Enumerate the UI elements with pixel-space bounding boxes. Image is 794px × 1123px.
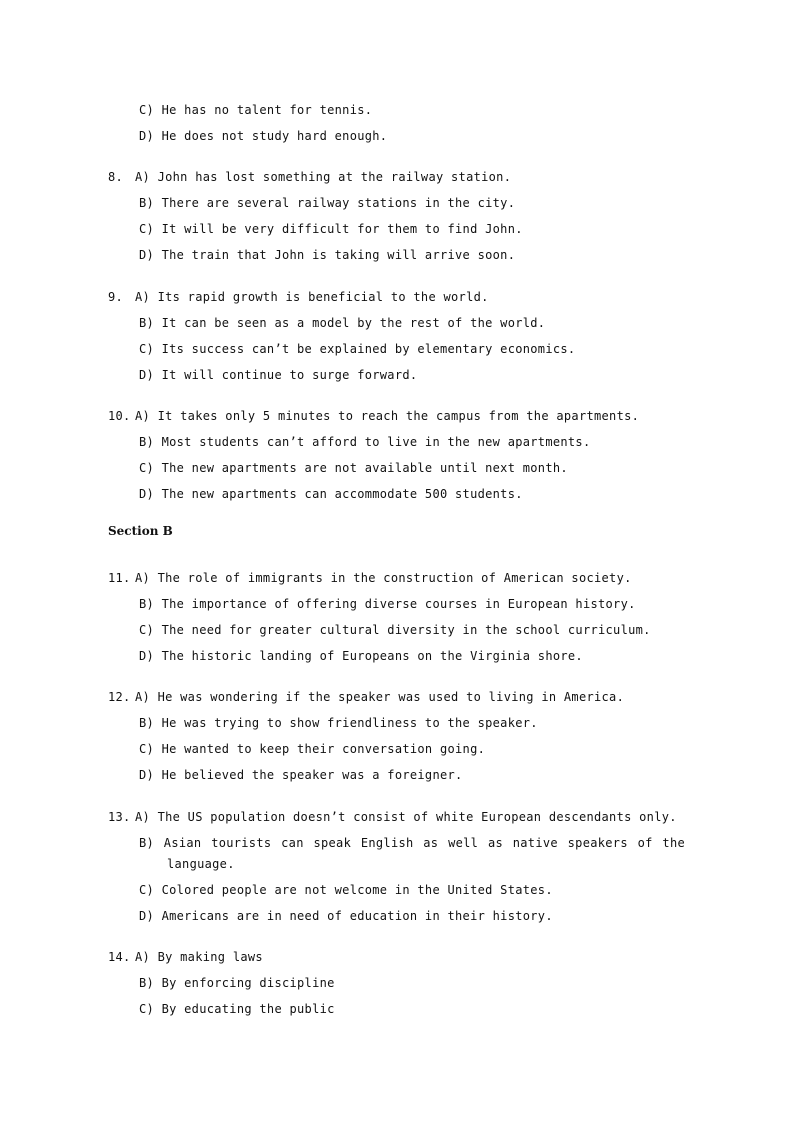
option-b: B) By enforcing discipline [139,976,335,990]
option-a: A) It takes only 5 minutes to reach the campus from the apartments. [135,409,640,423]
option-b: B) The importance of offering diverse courses in European history. [139,597,636,611]
section-b-heading: Section B [108,524,173,538]
option-d: D) Americans are in need of education in their history. [139,909,553,923]
question-number: 9. [108,290,124,304]
option-d: D) The historic landing of Europeans on the Virginia shore. [139,649,583,663]
option-c: C) The need for greater cultural diversity in the school curriculum. [139,623,651,637]
option-c: C) He wanted to keep their conversation going. [139,742,486,756]
option-b: B) It can be seen as a model by the rest of the world. [139,316,546,330]
question-number: 12. [108,690,131,704]
question-number: 10. [108,409,131,423]
option-b: B) He was trying to show friendliness to the speaker. [139,716,538,730]
option-d: D) The train that John is taking will arrive soon. [139,248,516,262]
option-a: A) By making laws [135,950,263,964]
option-b: B) There are several railway stations in the city. [139,196,516,210]
question-number: 11. [108,571,131,585]
question-number: 8. [108,170,124,184]
option-b-line-2: language. [167,857,235,871]
option-c: C) Its success can’t be explained by elementary economics. [139,342,576,356]
option-c: C) He has no talent for tennis. [139,103,373,117]
option-a: A) Its rapid growth is beneficial to the world. [135,290,489,304]
question-number: 13. [108,810,131,824]
option-d: D) He does not study hard enough. [139,129,388,143]
option-c: C) Colored people are not welcome in the United States. [139,883,553,897]
option-a: A) He was wondering if the speaker was used to living in America. [135,690,625,704]
option-d: D) It will continue to surge forward. [139,368,418,382]
option-a: A) John has lost something at the railway station. [135,170,512,184]
option-a: A) The role of immigrants in the construction of American society. [135,571,632,585]
question-number: 14. [108,950,131,964]
option-d: D) The new apartments can accommodate 500 students. [139,487,523,501]
option-c: C) The new apartments are not available until next month. [139,461,568,475]
option-a: A) The US population doesn’t consist of white European descendants only. [135,810,677,824]
option-c: C) By educating the public [139,1002,335,1016]
option-d: D) He believed the speaker was a foreigner. [139,768,463,782]
option-c: C) It will be very difficult for them to find John. [139,222,523,236]
option-b: B) Most students can’t afford to live in the new apartments. [139,435,591,449]
option-b-line-1: B) Asian tourists can speak English as well as native speakers of the [139,836,685,850]
